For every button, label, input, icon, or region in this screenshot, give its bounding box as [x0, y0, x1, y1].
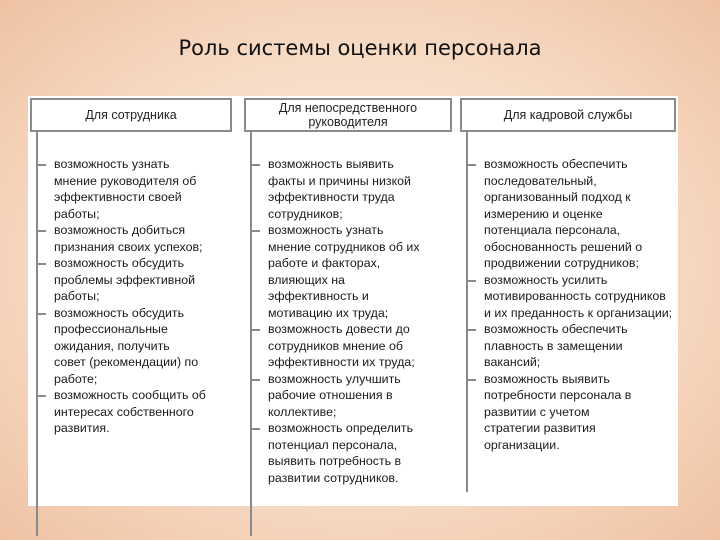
list-item: возможность усилить мотивированность сотрудников и их преданность к организации;	[460, 272, 676, 322]
list-item: возможность обеспечить плавность в замещении вакансий;	[460, 321, 644, 371]
item-list-manager	[244, 156, 452, 486]
list-item: возможность добиться признания своих успехов;	[30, 222, 204, 255]
list-item: возможность узнать мнение руководителя об эффективности своей работы;	[30, 156, 204, 222]
role-table	[28, 96, 678, 506]
list-item: возможность обсудить профессиональные ожидания, получить совет (рекомендации) по работе;	[30, 305, 204, 388]
column-header-manager: Для непосредственного руководителя	[244, 98, 452, 132]
list-item: возможность довести до сотрудников мнение об эффективности их труда;	[244, 321, 428, 371]
list-item: возможность улучшить рабочие отношения в коллективе;	[244, 371, 428, 421]
column-header-hr: Для кадровой службы	[460, 98, 676, 132]
list-item: возможность сообщить об интересах собственного развития.	[30, 387, 224, 437]
list-item: возможность обсудить проблемы эффективной работы;	[30, 255, 204, 305]
list-item: возможность выявить факты и причины низкой эффективности труда сотрудников;	[244, 156, 428, 222]
page-title: Роль системы оценки персонала	[178, 36, 542, 60]
column-header-employee: Для сотрудника	[30, 98, 232, 132]
list-item: возможность узнать мнение сотрудников об их работе и факторах, влияющих на эффективность и мотивацию их труда;	[244, 222, 428, 321]
item-list-hr	[460, 156, 676, 453]
item-list-employee	[30, 156, 232, 437]
list-item: возможность определить потенциал персонала, выявить потребность в развитии сотрудников.	[244, 420, 436, 486]
list-item: возможность обеспечить последовательный, организованный подход к измерению и оценке потенциала персонала, обоснованность решений о продвижении сотрудников;	[460, 156, 644, 272]
list-item: возможность выявить потребности персонала в развитии с учетом стратегии развития организации.	[460, 371, 644, 454]
